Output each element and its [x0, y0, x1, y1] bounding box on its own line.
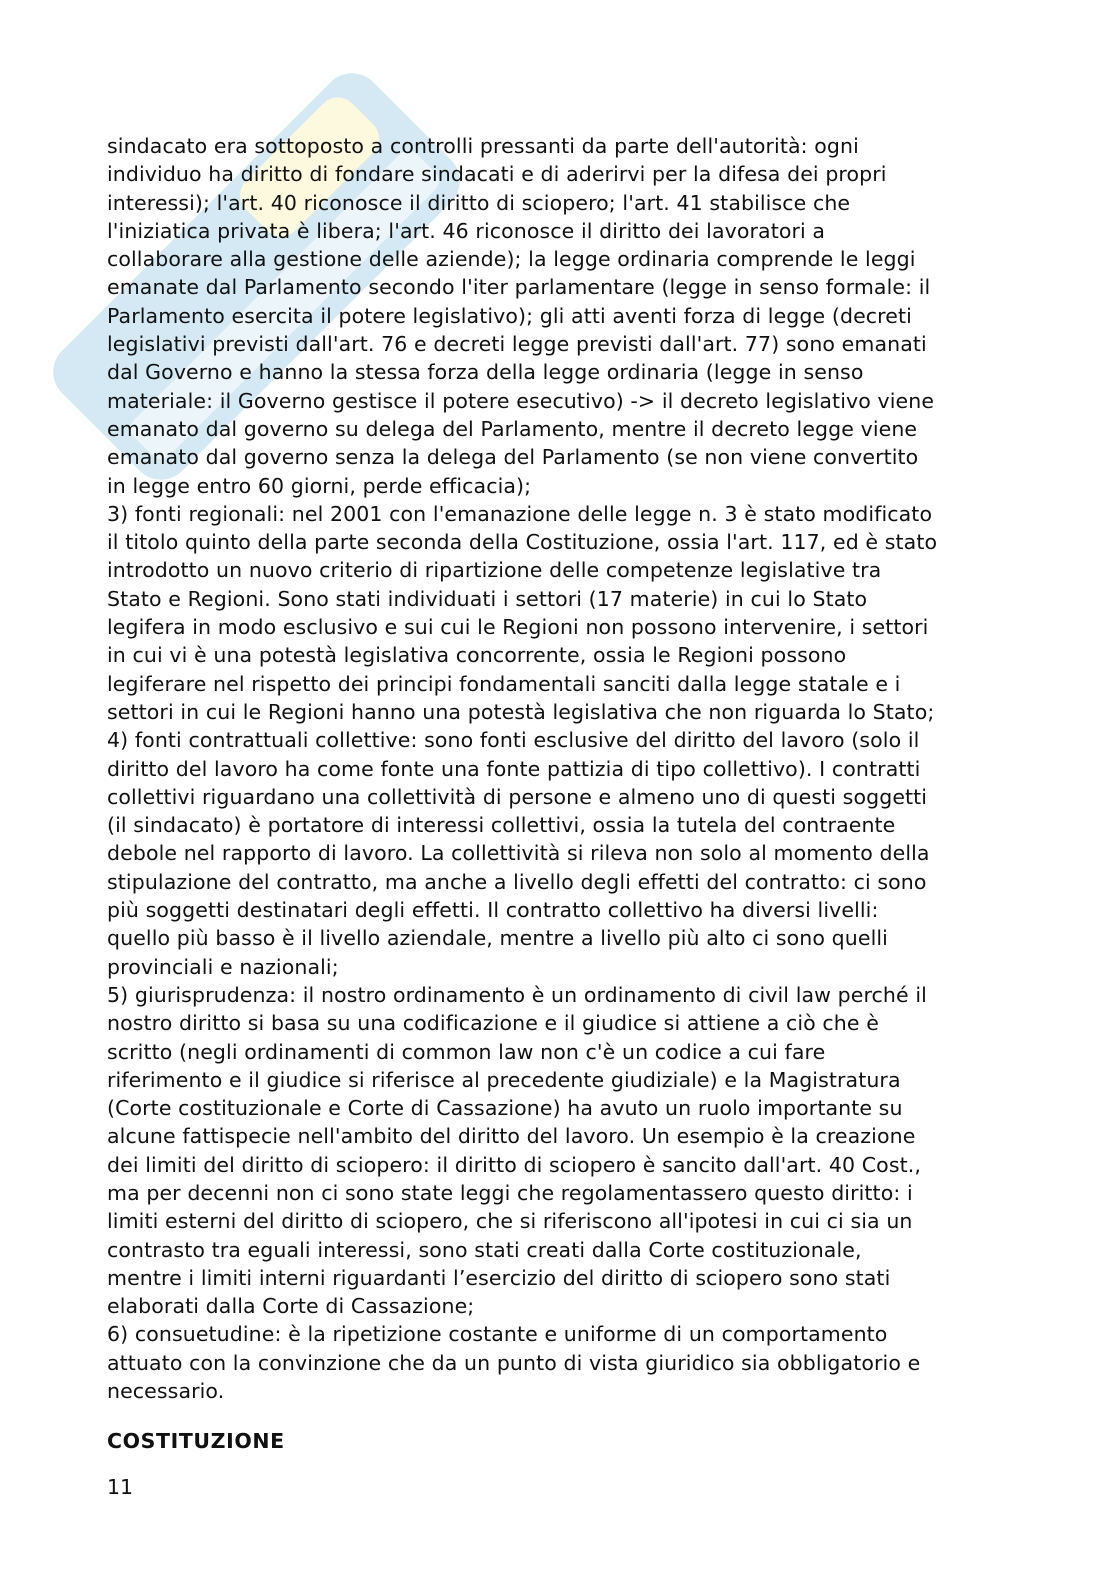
text-line: il titolo quinto della parte seconda della Costituzione, ossia l'art. 117, ed è stato	[107, 530, 938, 555]
text-line: (Corte costituzionale e Corte di Cassazione) ha avuto un ruolo importante su	[107, 1096, 903, 1121]
text-line: legiferare nel rispetto dei principi fondamentali sanciti dalla legge statale e i	[107, 671, 901, 696]
text-line: necessario.	[107, 1379, 225, 1404]
text-line: emanato dal governo su delega del Parlamento, mentre il decreto legge viene	[107, 416, 918, 441]
text-line: 3) fonti regionali: nel 2001 con l'emanazione delle legge n. 3 è stato modificato	[107, 501, 933, 526]
text-line: Stato e Regioni. Sono stati individuati i settori (17 materie) in cui lo Stato	[107, 586, 868, 611]
text-line: più soggetti destinatari degli effetti. Il contratto collettivo ha diversi livelli:	[107, 898, 879, 923]
text-line: contrasto tra eguali interessi, sono stati creati dalla Corte costituzionale,	[107, 1237, 862, 1262]
text-line: in cui vi è una potestà legislativa concorrente, ossia le Regioni possono	[107, 643, 847, 668]
text-line: ma per decenni non ci sono state leggi che regolamentassero questo diritto: i	[107, 1180, 913, 1205]
section-heading: COSTITUZIONE	[107, 1429, 285, 1454]
text-line: legislativi previsti dall'art. 76 e decreti legge previsti dall'art. 77) sono emanati	[107, 332, 927, 357]
text-line: diritto del lavoro ha come fonte una fonte pattizia di tipo collettivo). I contratti	[107, 756, 921, 781]
text-line: materiale: il Governo gestisce il potere esecutivo) -> il decreto legislativo viene	[107, 388, 935, 413]
text-line: limiti esterni del diritto di sciopero, che si riferiscono all'ipotesi in cui ci sia un	[107, 1209, 913, 1234]
text-line: riferimento e il giudice si riferisce al precedente giudiziale) e la Magistratura	[107, 1067, 901, 1092]
text-line: introdotto un nuovo criterio di ripartizione delle competenze legislative tra	[107, 558, 882, 583]
text-line: dal Governo e hanno la stessa forza della legge ordinaria (legge in senso	[107, 360, 864, 385]
text-line: emanate dal Parlamento secondo l'iter parlamentare (legge in senso formale: il	[107, 275, 931, 300]
text-line: 4) fonti contrattuali collettive: sono fonti esclusive del diritto del lavoro (solo il	[107, 728, 920, 753]
text-line: (il sindacato) è portatore di interessi collettivi, ossia la tutela del contraente	[107, 813, 896, 838]
page-number: 11	[107, 1475, 134, 1500]
text-line: settori in cui le Regioni hanno una potestà legislativa che non riguarda lo Stato;	[107, 699, 935, 724]
text-line: sindacato era sottoposto a controlli pressanti da parte dell'autorità: ogni	[107, 134, 859, 158]
text-line: collettivi riguardano una collettività di persone e almeno uno di questi soggetti	[107, 784, 928, 809]
text-line: quello più basso è il livello aziendale, mentre a livello più alto ci sono quelli	[107, 926, 888, 951]
text-line: 5) giurisprudenza: il nostro ordinamento è un ordinamento di civil law perché il	[107, 982, 927, 1007]
text-line: interessi); l'art. 40 riconosce il diritto di sciopero; l'art. 41 stabilisce che	[107, 190, 851, 215]
text-line: legifera in modo esclusivo e sui cui le Regioni non possono intervenire, i settori	[107, 615, 929, 640]
text-line: stipulazione del contratto, ma anche a livello degli effetti del contratto: ci sono	[107, 869, 927, 894]
text-line: debole nel rapporto di lavoro. La collettività si rileva non solo al momento della	[107, 841, 930, 866]
text-line: mentre i limiti interni riguardanti l’esercizio del diritto di sciopero sono stati	[107, 1265, 891, 1290]
text-line: 6) consuetudine: è la ripetizione costante e uniforme di un comportamento	[107, 1322, 888, 1347]
text-line: Parlamento esercita il potere legislativo); gli atti aventi forza di legge (decreti	[107, 303, 912, 328]
document-page	[107, 132, 1012, 1501]
text-line: collaborare alla gestione delle aziende); la legge ordinaria comprende le leggi	[107, 247, 916, 272]
text-line: emanato dal governo senza la delega del Parlamento (se non viene convertito	[107, 445, 919, 470]
text-line: l'iniziatica privata è libera; l'art. 46 riconosce il diritto dei lavoratori a	[107, 218, 826, 243]
text-line: in legge entro 60 giorni, perde efficacia);	[107, 473, 532, 498]
text-line: alcune fattispecie nell'ambito del diritto del lavoro. Un esempio è la creazione	[107, 1124, 916, 1149]
text-line: dei limiti del diritto di sciopero: il diritto di sciopero è sancito dall'art. 40 Cost.,	[107, 1152, 921, 1177]
text-line: nostro diritto si basa su una codificazione e il giudice si attiene a ciò che è	[107, 1011, 879, 1036]
text-line: scritto (negli ordinamenti di common law non c'è un codice a cui fare	[107, 1039, 826, 1064]
text-line: provinciali e nazionali;	[107, 954, 339, 979]
text-line: elaborati dalla Corte di Cassazione;	[107, 1294, 475, 1319]
text-line: attuato con la convinzione che da un punto di vista giuridico sia obbligatorio e	[107, 1350, 921, 1375]
text-line: individuo ha diritto di fondare sindacati e di aderirvi per la difesa dei propri	[107, 162, 887, 187]
document-body	[107, 132, 1012, 1405]
